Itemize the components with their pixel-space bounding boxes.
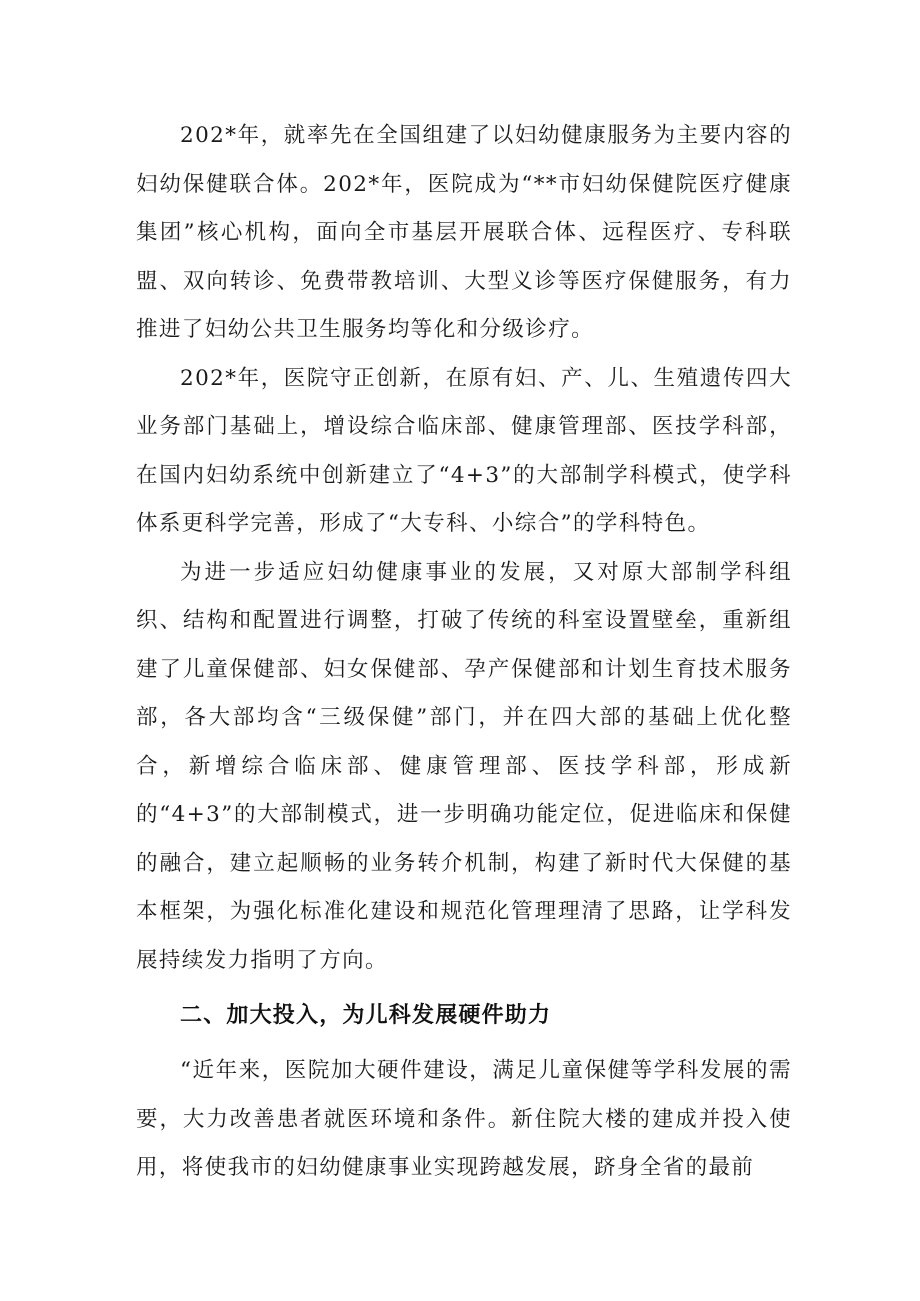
paragraph-restructuring: 为进一步适应妇幼健康事业的发展，又对原大部制学科组织、结构和配置进行调整，打破了传统的科室设置壁垒，重新组建了儿童保健部、妇女保健部、孕产保健部和计划生育技术服务部，各大部均含“三级保健”部门，并在四大部的基础上优化整合，新增综合临床部、健康管理部、医技学科部，形成新的“4+3”的大部制模式，进一步明确功能定位，促进临床和保健的融合，建立起顺畅的业务转介机制，构建了新时代大保健的基本框架，为强化标准化建设和规范化管理理清了思路，让学科发展持续发力指明了方向。 [136, 559, 792, 973]
paragraph-medical-alliance: 202*年，就率先在全国组建了以妇幼健康服务为主要内容的妇幼保健联合体。202*年，医院成为“**市妇幼保健院医疗健康集团”核心机构，面向全市基层开展联合体、远程医疗、专科联盟、双向转诊、免费带教培训、大型义诊等医疗保健服务，有力推进了妇幼公共卫生服务均等化和分级诊疗。 [136, 123, 792, 342]
paragraph-hardware-investment: “近年来，医院加大硬件建设，满足儿童保健等学科发展的需要，大力改善患者就医环境和条件。新住院大楼的建成并投入使用，将使我市的妇幼健康事业实现跨越发展，跻身全省的最前 [136, 1058, 792, 1180]
paragraph-department-model: 202*年，医院守正创新，在原有妇、产、儿、生殖遗传四大业务部门基础上，增设综合临床部、健康管理部、医技学科部，在国内妇幼系统中创新建立了“4+3”的大部制学科模式，使学科体系更科学完善，形成了“大专科、小综合”的学科特色。 [136, 365, 792, 536]
section-heading: 二、加大投入，为儿科发展硬件助力 [180, 1003, 552, 1028]
document-body [136, 112, 792, 1193]
